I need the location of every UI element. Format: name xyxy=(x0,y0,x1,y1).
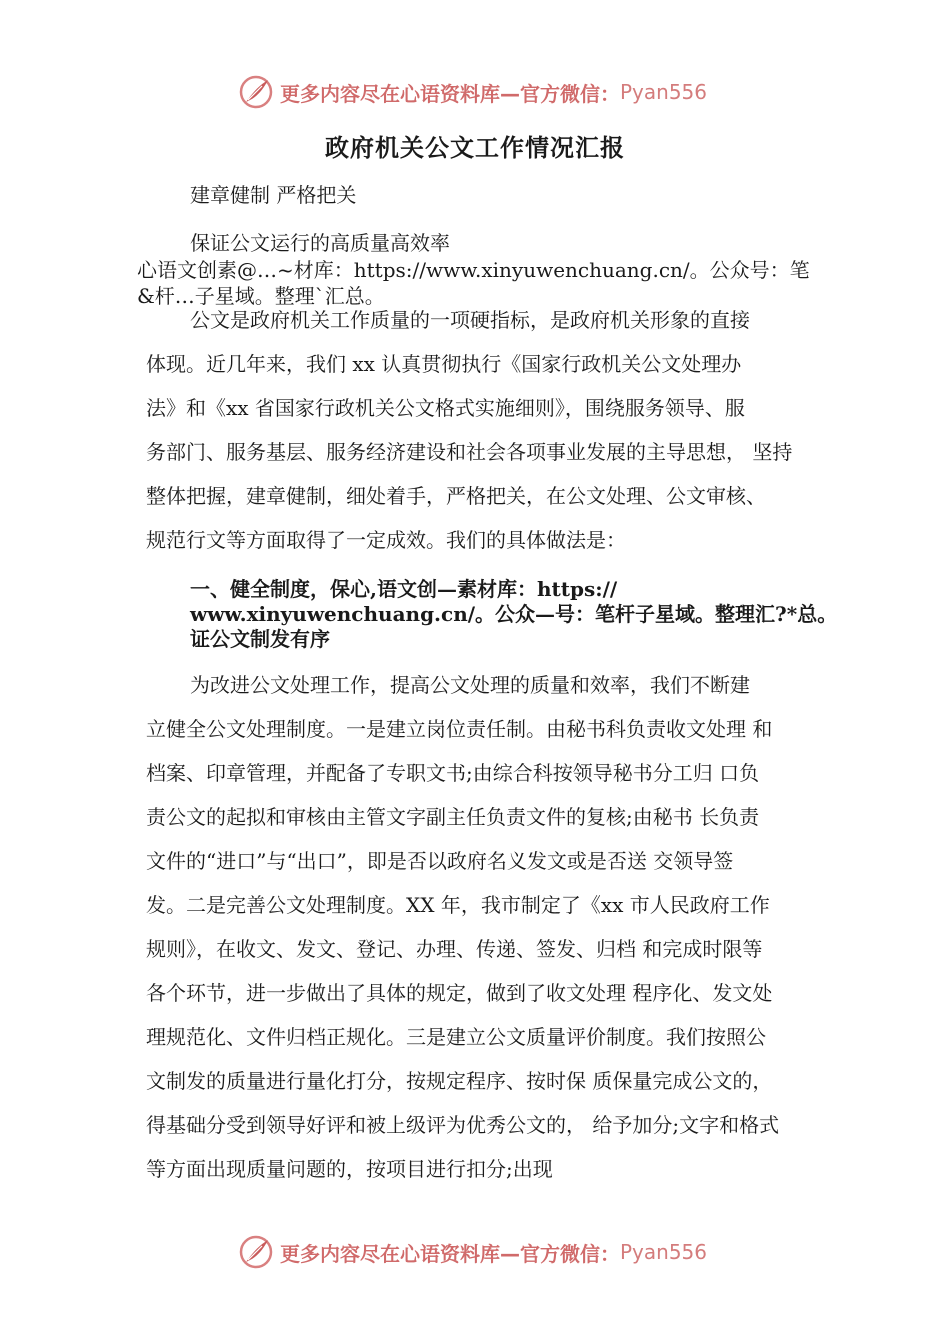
section-heading-line: 一、健全制度，保心,语文创—素材库：https:// xyxy=(190,577,618,601)
paragraph-line: 得基础分受到领导好评和被上级评为优秀公文的， 给予加分;文字和格式 xyxy=(146,1113,780,1137)
paragraph-line: 为改进公文处理工作，提高公文处理的质量和效率，我们不断建 xyxy=(190,673,750,697)
section-heading-line: www.xinyuwenchuang.cn/。公众—号：笔杆子星域。整理汇?*总。 xyxy=(190,602,838,626)
pen-feather-logo-icon xyxy=(238,74,274,110)
pen-feather-logo-icon xyxy=(238,1234,274,1270)
paragraph-line: 公文是政府机关工作质量的一项硬指标，是政府机关形象的直接 xyxy=(190,308,750,332)
paragraph-line: 等方面出现质量问题的，按项目进行扣分;出现 xyxy=(146,1157,553,1181)
header-banner xyxy=(238,72,738,112)
paragraph-line: 规则》，在收文、发文、登记、办理、传递、签发、归档 和完成时限等 xyxy=(146,937,763,961)
document-title: 政府机关公文工作情况汇报 xyxy=(325,133,625,162)
paragraph-line: 法》和《xx 省国家行政机关公文格式实施细则》，围绕服务领导、服 xyxy=(146,396,745,420)
paragraph-line: 立健全公文处理制度。一是建立岗位责任制。由秘书科负责收文处理 和 xyxy=(146,717,773,741)
subtitle-line: 保证公文运行的高质量高效率 xyxy=(190,231,450,255)
paragraph-line: 文件的“进口”与“出口”，即是否以政府名义发文或是否送 交领导签 xyxy=(146,849,734,873)
paragraph-line: 各个环节，进一步做出了具体的规定，做到了收文处理 程序化、发文处 xyxy=(146,981,773,1005)
paragraph-line: 整体把握，建章健制，细处着手，严格把关，在公文处理、公文审核、 xyxy=(146,484,766,508)
paragraph-line: 发。二是完善公文处理制度。XX 年，我市制定了《xx 市人民政府工作 xyxy=(146,893,770,917)
paragraph-line: 规范行文等方面取得了一定成效。我们的具体做法是： xyxy=(146,528,626,552)
subtitle-line: 建章健制 严格把关 xyxy=(190,183,357,207)
footer-banner xyxy=(238,1232,738,1272)
paragraph-line: 务部门、服务基层、服务经济建设和社会各项事业发展的主导思想， 坚持 xyxy=(146,440,793,464)
paragraph-line: 理规范化、文件归档正规化。三是建立公文质量评价制度。我们按照公 xyxy=(146,1025,766,1049)
banner-text: 更多内容尽在心语资料库—官方微信： xyxy=(280,81,620,106)
section-heading-line: 证公文制发有序 xyxy=(190,627,330,651)
paragraph-line: 责公文的起拟和审核由主管文字副主任负责文件的复核;由秘书 长负责 xyxy=(146,805,760,829)
banner-text: 更多内容尽在心语资料库—官方微信： xyxy=(280,1241,620,1266)
watermark-line: &杆…子星域。整理`汇总。 xyxy=(137,284,385,308)
banner-wechat-id: Pyan556 xyxy=(620,1240,708,1264)
banner-wechat-id: Pyan556 xyxy=(620,80,708,104)
paragraph-line: 体现。近几年来，我们 xx 认真贯彻执行《国家行政机关公文处理办 xyxy=(146,352,742,376)
watermark-line: 心语文创素@…~材库：https://www.xinyuwenchuang.cn/。公众号：笔 xyxy=(137,258,810,282)
paragraph-line: 文制发的质量进行量化打分，按规定程序、按时保 质保量完成公文的， xyxy=(146,1069,773,1093)
paragraph-line: 档案、印章管理，并配备了专职文书;由综合科按领导秘书分工归 口负 xyxy=(146,761,760,785)
